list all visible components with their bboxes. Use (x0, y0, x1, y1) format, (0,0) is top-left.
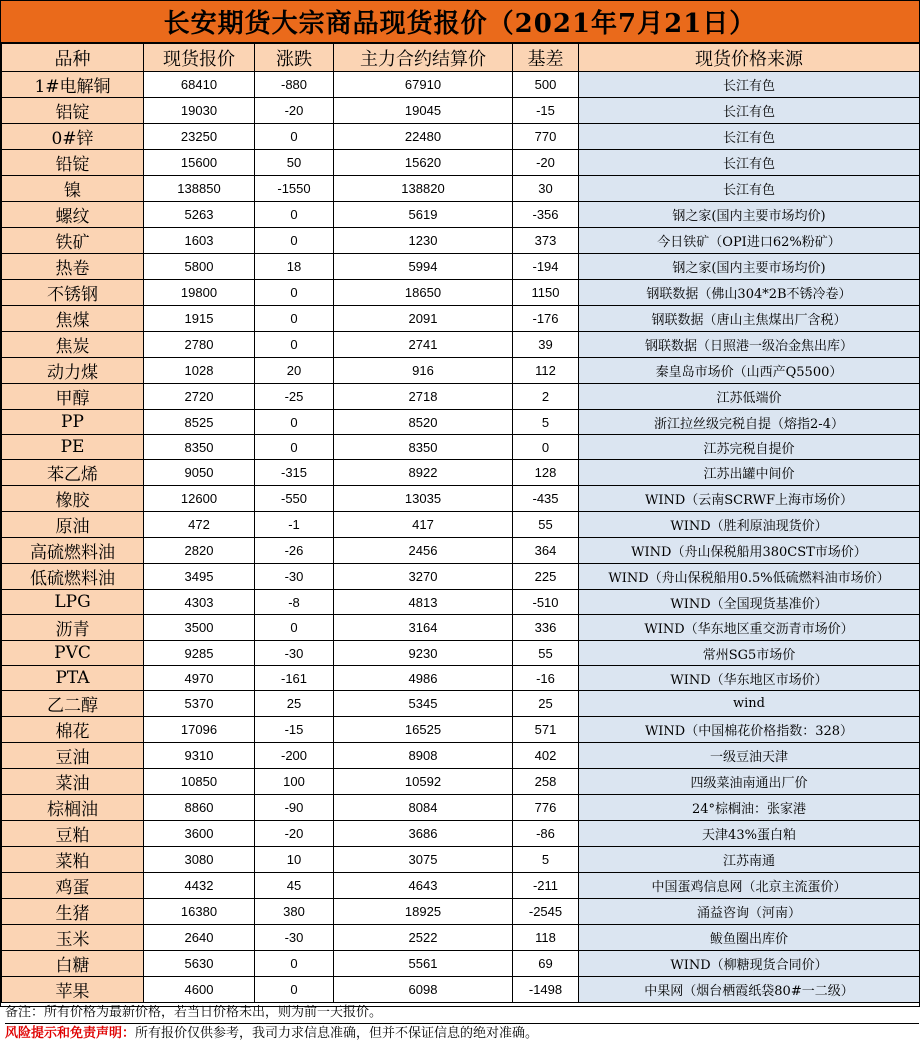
cell-spot-price: 5263 (144, 202, 255, 228)
cell-settlement: 19045 (334, 98, 513, 124)
table-row (2, 72, 920, 98)
cell-source: WIND（中国棉花价格指数：328） (579, 717, 920, 743)
cell-basis: 1150 (513, 280, 579, 306)
cell-basis: -16 (513, 666, 579, 691)
cell-spot-price: 138850 (144, 176, 255, 202)
table-row (2, 590, 920, 615)
table-row (2, 384, 920, 410)
cell-change: 0 (255, 332, 334, 358)
cell-source: WIND（全国现货基准价） (579, 590, 920, 615)
cell-settlement: 417 (334, 512, 513, 538)
cell-basis: 770 (513, 124, 579, 150)
cell-settlement: 8520 (334, 410, 513, 435)
cell-change: 50 (255, 150, 334, 176)
cell-spot-price: 5800 (144, 254, 255, 280)
cell-change: -30 (255, 641, 334, 666)
cell-settlement: 8908 (334, 743, 513, 769)
cell-source: 四级菜油南通出厂价 (579, 769, 920, 795)
header-spot-price: 现货报价 (144, 44, 255, 72)
cell-basis: -356 (513, 202, 579, 228)
notes (1, 1003, 919, 1044)
cell-settlement: 22480 (334, 124, 513, 150)
cell-source: 长江有色 (579, 150, 920, 176)
cell-source: 涌益咨询（河南） (579, 899, 920, 925)
cell-variety: 甲醇 (2, 384, 144, 410)
cell-basis: 5 (513, 847, 579, 873)
cell-change: 0 (255, 951, 334, 977)
cell-basis: 402 (513, 743, 579, 769)
table-row (2, 228, 920, 254)
cell-basis: 118 (513, 925, 579, 951)
cell-settlement: 18925 (334, 899, 513, 925)
cell-basis: -194 (513, 254, 579, 280)
cell-change: -90 (255, 795, 334, 821)
cell-settlement: 18650 (334, 280, 513, 306)
table-row (2, 306, 920, 332)
cell-source: WIND（舟山保税船用0.5%低硫燃料油市场价） (579, 564, 920, 590)
cell-change: 0 (255, 977, 334, 1003)
cell-change: -200 (255, 743, 334, 769)
cell-variety: 热卷 (2, 254, 144, 280)
cell-spot-price: 8350 (144, 435, 255, 460)
cell-variety: 菜油 (2, 769, 144, 795)
cell-basis: 55 (513, 512, 579, 538)
cell-change: 25 (255, 691, 334, 717)
header-variety: 品种 (2, 44, 144, 72)
cell-source: 浙江拉丝级完税自提（熔指2-4） (579, 410, 920, 435)
cell-source: 钢之家(国内主要市场均价) (579, 254, 920, 280)
cell-change: 0 (255, 228, 334, 254)
table-row (2, 150, 920, 176)
cell-basis: 2 (513, 384, 579, 410)
cell-settlement: 13035 (334, 486, 513, 512)
cell-basis: -86 (513, 821, 579, 847)
cell-spot-price: 3495 (144, 564, 255, 590)
cell-spot-price: 9310 (144, 743, 255, 769)
cell-spot-price: 68410 (144, 72, 255, 98)
cell-basis: 364 (513, 538, 579, 564)
cell-variety: PP (2, 410, 144, 435)
table-row (2, 358, 920, 384)
table-row (2, 821, 920, 847)
cell-settlement: 3075 (334, 847, 513, 873)
cell-spot-price: 23250 (144, 124, 255, 150)
cell-spot-price: 3080 (144, 847, 255, 873)
cell-settlement: 3686 (334, 821, 513, 847)
cell-source: 江苏南通 (579, 847, 920, 873)
cell-spot-price: 9285 (144, 641, 255, 666)
table-row (2, 795, 920, 821)
cell-spot-price: 10850 (144, 769, 255, 795)
cell-basis: 39 (513, 332, 579, 358)
cell-settlement: 8350 (334, 435, 513, 460)
cell-source: 钢联数据（佛山304*2B不锈冷卷） (579, 280, 920, 306)
cell-variety: 橡胶 (2, 486, 144, 512)
cell-variety: 鸡蛋 (2, 873, 144, 899)
cell-spot-price: 16380 (144, 899, 255, 925)
table-row (2, 124, 920, 150)
table-row (2, 666, 920, 691)
cell-settlement: 138820 (334, 176, 513, 202)
cell-variety: 1#电解铜 (2, 72, 144, 98)
cell-spot-price: 472 (144, 512, 255, 538)
cell-source: WIND（舟山保税船用380CST市场价） (579, 538, 920, 564)
cell-spot-price: 4970 (144, 666, 255, 691)
cell-settlement: 15620 (334, 150, 513, 176)
cell-change: 0 (255, 306, 334, 332)
cell-change: 380 (255, 899, 334, 925)
cell-variety: LPG (2, 590, 144, 615)
cell-change: -15 (255, 717, 334, 743)
cell-variety: 豆油 (2, 743, 144, 769)
table-row (2, 641, 920, 666)
table-row (2, 717, 920, 743)
cell-change: -550 (255, 486, 334, 512)
cell-variety: 豆粕 (2, 821, 144, 847)
cell-variety: 螺纹 (2, 202, 144, 228)
cell-variety: 镍 (2, 176, 144, 202)
cell-variety: 低硫燃料油 (2, 564, 144, 590)
cell-settlement: 3164 (334, 615, 513, 641)
cell-spot-price: 2720 (144, 384, 255, 410)
table-row (2, 332, 920, 358)
cell-change: 0 (255, 280, 334, 306)
cell-source: 钢联数据（日照港一级冶金焦出库） (579, 332, 920, 358)
cell-change: 0 (255, 435, 334, 460)
cell-settlement: 2456 (334, 538, 513, 564)
cell-settlement: 4813 (334, 590, 513, 615)
cell-basis: -2545 (513, 899, 579, 925)
cell-settlement: 3270 (334, 564, 513, 590)
table-row (2, 691, 920, 717)
cell-basis: 5 (513, 410, 579, 435)
cell-settlement: 8084 (334, 795, 513, 821)
cell-settlement: 6098 (334, 977, 513, 1003)
cell-source: 江苏出罐中间价 (579, 460, 920, 486)
cell-spot-price: 1603 (144, 228, 255, 254)
cell-spot-price: 4600 (144, 977, 255, 1003)
cell-spot-price: 8525 (144, 410, 255, 435)
cell-basis: 69 (513, 951, 579, 977)
cell-change: 100 (255, 769, 334, 795)
table-row (2, 977, 920, 1003)
risk-text: 所有报价仅供参考，我司力求信息准确，但并不保证信息的绝对准确。 (135, 1026, 539, 1041)
cell-source: 长江有色 (579, 72, 920, 98)
cell-settlement: 916 (334, 358, 513, 384)
cell-variety: 棉花 (2, 717, 144, 743)
header-row (2, 44, 920, 72)
cell-variety: 铅锭 (2, 150, 144, 176)
cell-basis: 55 (513, 641, 579, 666)
cell-variety: PE (2, 435, 144, 460)
cell-spot-price: 19800 (144, 280, 255, 306)
header-settlement: 主力合约结算价 (334, 44, 513, 72)
cell-source: 中果网（烟台栖霞纸袋80#一二级） (579, 977, 920, 1003)
cell-basis: -15 (513, 98, 579, 124)
table-row (2, 486, 920, 512)
header-basis: 基差 (513, 44, 579, 72)
table-row (2, 769, 920, 795)
cell-spot-price: 8860 (144, 795, 255, 821)
table-row (2, 564, 920, 590)
table-row (2, 98, 920, 124)
cell-change: 45 (255, 873, 334, 899)
cell-spot-price: 9050 (144, 460, 255, 486)
cell-spot-price: 2640 (144, 925, 255, 951)
cell-variety: PVC (2, 641, 144, 666)
risk-disclaimer (5, 1024, 919, 1044)
table-body (2, 72, 920, 1003)
cell-spot-price: 12600 (144, 486, 255, 512)
table-row (2, 873, 920, 899)
cell-settlement: 2718 (334, 384, 513, 410)
table-row (2, 615, 920, 641)
cell-change: -880 (255, 72, 334, 98)
cell-variety: 原油 (2, 512, 144, 538)
cell-basis: 571 (513, 717, 579, 743)
cell-source: 长江有色 (579, 176, 920, 202)
header-source: 现货价格来源 (579, 44, 920, 72)
cell-change: 0 (255, 124, 334, 150)
cell-change: -20 (255, 821, 334, 847)
cell-source: 江苏完税自提价 (579, 435, 920, 460)
cell-settlement: 9230 (334, 641, 513, 666)
cell-variety: 乙二醇 (2, 691, 144, 717)
cell-source: 一级豆油天津 (579, 743, 920, 769)
cell-basis: 225 (513, 564, 579, 590)
cell-variety: 苯乙烯 (2, 460, 144, 486)
cell-settlement: 16525 (334, 717, 513, 743)
cell-source: 钢联数据（唐山主焦煤出厂含税） (579, 306, 920, 332)
cell-source: wind (579, 691, 920, 717)
cell-variety: 白糖 (2, 951, 144, 977)
cell-spot-price: 5370 (144, 691, 255, 717)
table-row (2, 435, 920, 460)
cell-source: 钢之家(国内主要市场均价) (579, 202, 920, 228)
cell-variety: 苹果 (2, 977, 144, 1003)
cell-change: -26 (255, 538, 334, 564)
cell-settlement: 5561 (334, 951, 513, 977)
cell-variety: 不锈钢 (2, 280, 144, 306)
cell-spot-price: 17096 (144, 717, 255, 743)
cell-variety: 焦炭 (2, 332, 144, 358)
table-row (2, 743, 920, 769)
table-row (2, 538, 920, 564)
cell-change: -30 (255, 925, 334, 951)
cell-basis: 336 (513, 615, 579, 641)
cell-basis: 373 (513, 228, 579, 254)
cell-spot-price: 3600 (144, 821, 255, 847)
cell-source: WIND（华东地区市场价） (579, 666, 920, 691)
cell-basis: 500 (513, 72, 579, 98)
cell-variety: 高硫燃料油 (2, 538, 144, 564)
cell-spot-price: 2780 (144, 332, 255, 358)
cell-source: 江苏低端价 (579, 384, 920, 410)
cell-source: WIND（柳糖现货合同价） (579, 951, 920, 977)
cell-settlement: 2522 (334, 925, 513, 951)
cell-variety: 0#锌 (2, 124, 144, 150)
cell-settlement: 5994 (334, 254, 513, 280)
cell-source: WIND（云南SCRWF上海市场价） (579, 486, 920, 512)
cell-settlement: 10592 (334, 769, 513, 795)
cell-source: 秦皇岛市场价（山西产Q5500） (579, 358, 920, 384)
cell-spot-price: 2820 (144, 538, 255, 564)
cell-spot-price: 19030 (144, 98, 255, 124)
cell-basis: 25 (513, 691, 579, 717)
cell-change: -1550 (255, 176, 334, 202)
cell-change: 18 (255, 254, 334, 280)
cell-spot-price: 4432 (144, 873, 255, 899)
table-row (2, 460, 920, 486)
table-row (2, 925, 920, 951)
cell-variety: 焦煤 (2, 306, 144, 332)
cell-settlement: 4986 (334, 666, 513, 691)
cell-change: -30 (255, 564, 334, 590)
cell-source: 24°棕榈油：张家港 (579, 795, 920, 821)
cell-settlement: 4643 (334, 873, 513, 899)
risk-label: 风险提示和免责声明： (5, 1026, 136, 1041)
cell-settlement: 5345 (334, 691, 513, 717)
cell-source: 天津43%蛋白粕 (579, 821, 920, 847)
cell-source: 常州SG5市场价 (579, 641, 920, 666)
cell-variety: 沥青 (2, 615, 144, 641)
cell-settlement: 5619 (334, 202, 513, 228)
cell-basis: 0 (513, 435, 579, 460)
cell-change: -315 (255, 460, 334, 486)
cell-basis: 112 (513, 358, 579, 384)
cell-change: -1 (255, 512, 334, 538)
table-row (2, 254, 920, 280)
table-row (2, 202, 920, 228)
cell-variety: PTA (2, 666, 144, 691)
cell-basis: 776 (513, 795, 579, 821)
cell-change: -20 (255, 98, 334, 124)
cell-settlement: 2091 (334, 306, 513, 332)
cell-change: 0 (255, 202, 334, 228)
cell-change: 0 (255, 410, 334, 435)
cell-basis: -1498 (513, 977, 579, 1003)
cell-variety: 动力煤 (2, 358, 144, 384)
cell-basis: 30 (513, 176, 579, 202)
cell-source: 鲅鱼圈出库价 (579, 925, 920, 951)
table-row (2, 176, 920, 202)
cell-basis: -211 (513, 873, 579, 899)
cell-settlement: 8922 (334, 460, 513, 486)
cell-spot-price: 15600 (144, 150, 255, 176)
cell-variety: 玉米 (2, 925, 144, 951)
cell-basis: -176 (513, 306, 579, 332)
table-row (2, 410, 920, 435)
report-title: 长安期货大宗商品现货报价（2021年7月21日） (1, 1, 919, 43)
table-row (2, 512, 920, 538)
cell-change: 10 (255, 847, 334, 873)
cell-settlement: 2741 (334, 332, 513, 358)
cell-change: 0 (255, 615, 334, 641)
cell-basis: -510 (513, 590, 579, 615)
cell-variety: 棕榈油 (2, 795, 144, 821)
cell-source: WIND（华东地区重交沥青市场价） (579, 615, 920, 641)
cell-basis: -435 (513, 486, 579, 512)
cell-settlement: 1230 (334, 228, 513, 254)
cell-variety: 生猪 (2, 899, 144, 925)
table-row (2, 280, 920, 306)
cell-change: -25 (255, 384, 334, 410)
cell-spot-price: 1915 (144, 306, 255, 332)
cell-spot-price: 5630 (144, 951, 255, 977)
cell-variety: 铁矿 (2, 228, 144, 254)
table-row (2, 899, 920, 925)
cell-source: WIND（胜利原油现货价） (579, 512, 920, 538)
cell-basis: 258 (513, 769, 579, 795)
header-change: 涨跌 (255, 44, 334, 72)
cell-source: 中国蛋鸡信息网（北京主流蛋价） (579, 873, 920, 899)
cell-variety: 铝锭 (2, 98, 144, 124)
table-row (2, 951, 920, 977)
table-row (2, 847, 920, 873)
cell-source: 今日铁矿（OPI进口62%粉矿） (579, 228, 920, 254)
cell-spot-price: 1028 (144, 358, 255, 384)
cell-source: 长江有色 (579, 98, 920, 124)
cell-change: 20 (255, 358, 334, 384)
remark-note: 备注：所有价格为最新价格，若当日价格未出，则为前一天报价。 (5, 1003, 919, 1024)
cell-spot-price: 3500 (144, 615, 255, 641)
cell-variety: 菜粕 (2, 847, 144, 873)
cell-source: 长江有色 (579, 124, 920, 150)
cell-basis: -20 (513, 150, 579, 176)
cell-settlement: 67910 (334, 72, 513, 98)
price-table (1, 43, 920, 1003)
cell-change: -8 (255, 590, 334, 615)
cell-basis: 128 (513, 460, 579, 486)
cell-change: -161 (255, 666, 334, 691)
cell-spot-price: 4303 (144, 590, 255, 615)
